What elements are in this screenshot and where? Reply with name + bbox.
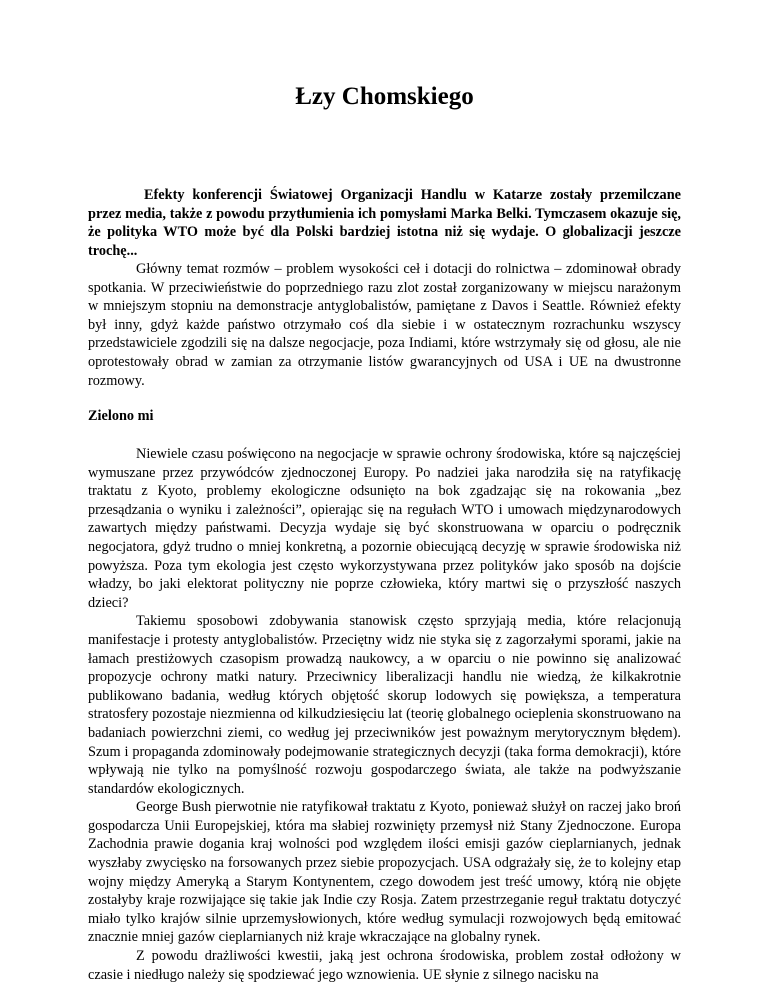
section-body: [88, 445, 681, 984]
body-paragraph-2: Takiemu sposobowi zdobywania stanowisk często sprzyjają media, które relacjonują manifestacje i protesty antyglobalistów. Przeciętny widz nie styka się z zagorzałymi sporami, jakie na łamach prestiżowych czasopism prowadzą naukowcy, a w oparciu o nie powinno się analizować propozycje ochrony matki natury. Przeciwnicy liberalizacji handlu nie wiedzą, że kilkakrotnie publikowano badania, według których objętość skorup lodowych się powiększa, a temperatura stratosfery pozostaje niezmienna od kilkudziesięciu lat (teorię globalnego ocieplenia skonstruowano na badaniach powierzchni ziemi, co według jej przeciwników jest poważnym merytorycznym błędem). Szum i propaganda zdominowały podejmowanie strategicznych decyzji (taka forma demokracji), które wpływają nie tylko na pomyślność rozwoju gospodarczego świata, ale także na podwyższanie standardów ekologicznych.: [88, 613, 681, 797]
intro-paragraph: Główny temat rozmów – problem wysokości ceł i dotacji do rolnictwa – zdominował obrady spotkania. W przeciwieństwie do poprzedniego razu zlot został zorganizowany w miejscu narażonym w mniejszym stopniu na demonstracje antyglobalistów, pamiętane z Davos i Seattle. Również efekty był inny, gdyż każde państwo otrzymało coś dla siebie i w ostatecznym rozrachunku wszyscy przedstawiciele zgodzili się na dalsze negocjacje, poza Indiami, które wstrzymały się od głosu, ale nie oprotestowały obrad w zamian za otrzymanie listów gwarancyjnych od USA i UE na dwustronne rozmowy.: [88, 261, 681, 389]
document-title: Łzy Chomskiego: [295, 83, 474, 110]
lead-paragraph: Efekty konferencji Światowej Organizacji Handlu w Katarze zostały przemilczane przez media, także z powodu przytłumienia ich pomysłami Marka Belki. Tymczasem okazuje się, że polityka WTO może być dla Polski bardziej istotna niż się wydaje. O globalizacji jeszcze trochę...: [88, 187, 681, 259]
body-paragraph-4: Z powodu drażliwości kwestii, jaką jest ochrona środowiska, problem został odłożony w czasie i niedługo należy się spodziewać jego wznowienia. UE słynie z silnego nacisku na: [88, 948, 681, 983]
body-paragraph-3: George Bush pierwotnie nie ratyfikował traktatu z Kyoto, ponieważ służył on raczej jako broń gospodarcza Unii Europejskiej, która ma słabiej rozwinięty przemysł niż Stany Zjednoczone. Europa Zachodnia prawie dogania kraj wolności pod względem ilości emisji gazów cieplarnianych, jednak wyszłaby zwycięsko na forsowanych przez siebie propozycjach. USA odgrażały się, że to kolejny etap wojny między Ameryką a Starym Kontynentem, czego dowodem jest treść umowy, którą nie objęte zostałyby kraje rozwijające się takie jak Indie czy Rosja. Zatem przestrzeganie reguł traktatu dotyczyć miało tylko krajów silnie uprzemysłowionych, które według symulacji rozwojowych będą emitować znacznie mniej gazów cieplarnianych niż kraje wkraczające na globalny rynek.: [88, 799, 681, 946]
body-paragraph-1: Niewiele czasu poświęcono na negocjacje w sprawie ochrony środowiska, które są najczęściej wymuszane przez przywódców zjednoczonej Europy. Po nadziei jaka narodziła się na ratyfikację traktatu z Kyoto, problemy ekologiczne odsunięto na bok zgadzając się na rokowania „bez przesądzania o wyniku i zależności”, opierając się na regułach WTO i umowach międzynarodowych zawartych między państwami. Decyzja wydaje się być skonstruowana w oparciu o podręcznik negocjatora, gdyż trudno o mniej konkretną, a pozornie obiecującą decyzję w sprawie środowiska niż powyższa. Poza tym ekologia jest często wykorzystywana przez polityków jako sposób na dojście władzy, bo jaki elektorat polityczny nie poprze człowieka, który martwi się o przyszłość naszych dzieci?: [88, 446, 681, 611]
intro-section: [88, 260, 681, 390]
section-heading: Zielono mi: [88, 408, 154, 424]
